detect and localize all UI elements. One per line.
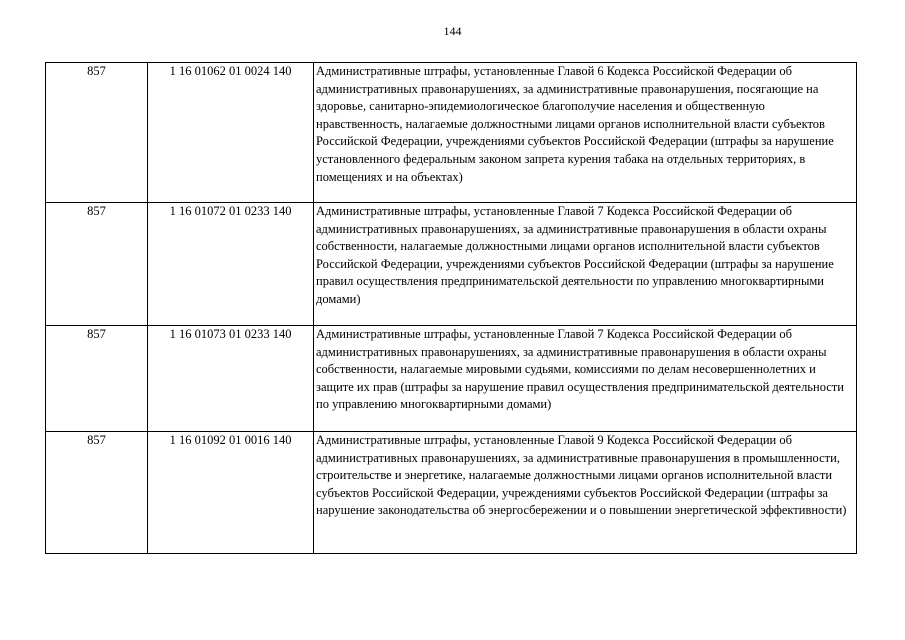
table-row bbox=[46, 203, 857, 326]
revenue-codes-table bbox=[45, 62, 857, 554]
revenue-name-cell: Административные штрафы, установленные Главой 7 Кодекса Российской Федерации об административных правонарушениях, за административные правонарушения в области охраны собственности, налагаемые должностными лицами органов исполнительной власти субъектов Российской Федерации, учреждениями субъектов Российской Федерации (штрафы за нарушение правил осуществления предпринимательской деятельности по управлению многоквартирными домами) bbox=[314, 203, 857, 326]
table-row bbox=[46, 326, 857, 432]
revenue-name-cell: Административные штрафы, установленные Главой 9 Кодекса Российской Федерации об административных правонарушениях, за административные правонарушения в промышленности, строительстве и энергетике, налагаемые должностными лицами органов исполнительной власти субъектов Российской Федерации, учреждениями субъектов Российской Федерации (штрафы за нарушение законодательства об энергосбережении и о повышении энергетической эффективности) bbox=[314, 432, 857, 554]
revenue-name-cell: Административные штрафы, установленные Главой 6 Кодекса Российской Федерации об административных правонарушениях, за административные правонарушения, посягающие на здоровье, санитарно-эпидемиологическое благополучие населения и общественную нравственность, налагаемые должностными лицами органов исполнительной власти субъектов Российской Федерации, учреждениями субъектов Российской Федерации (штрафы за нарушение установленного федеральным законом запрета курения табака на отдельных территориях, в помещениях и на объектах) bbox=[314, 63, 857, 203]
kbk-code-cell: 1 16 01092 01 0016 140 bbox=[148, 432, 314, 554]
admin-code-cell: 857 bbox=[46, 63, 148, 203]
admin-code-cell: 857 bbox=[46, 326, 148, 432]
table-row bbox=[46, 63, 857, 203]
kbk-code-cell: 1 16 01062 01 0024 140 bbox=[148, 63, 314, 203]
kbk-code-cell: 1 16 01072 01 0233 140 bbox=[148, 203, 314, 326]
kbk-code-cell: 1 16 01073 01 0233 140 bbox=[148, 326, 314, 432]
admin-code-cell: 857 bbox=[46, 203, 148, 326]
page-number: 144 bbox=[443, 24, 462, 38]
table-row bbox=[46, 432, 857, 554]
revenue-name-cell: Административные штрафы, установленные Главой 7 Кодекса Российской Федерации об административных правонарушениях, за административные правонарушения в области охраны собственности, налагаемые мировыми судьями, комиссиями по делам несовершеннолетних и защите их прав (штрафы за нарушение правил осуществления предпринимательской деятельности по управлению многоквартирными домами) bbox=[314, 326, 857, 432]
admin-code-cell: 857 bbox=[46, 432, 148, 554]
